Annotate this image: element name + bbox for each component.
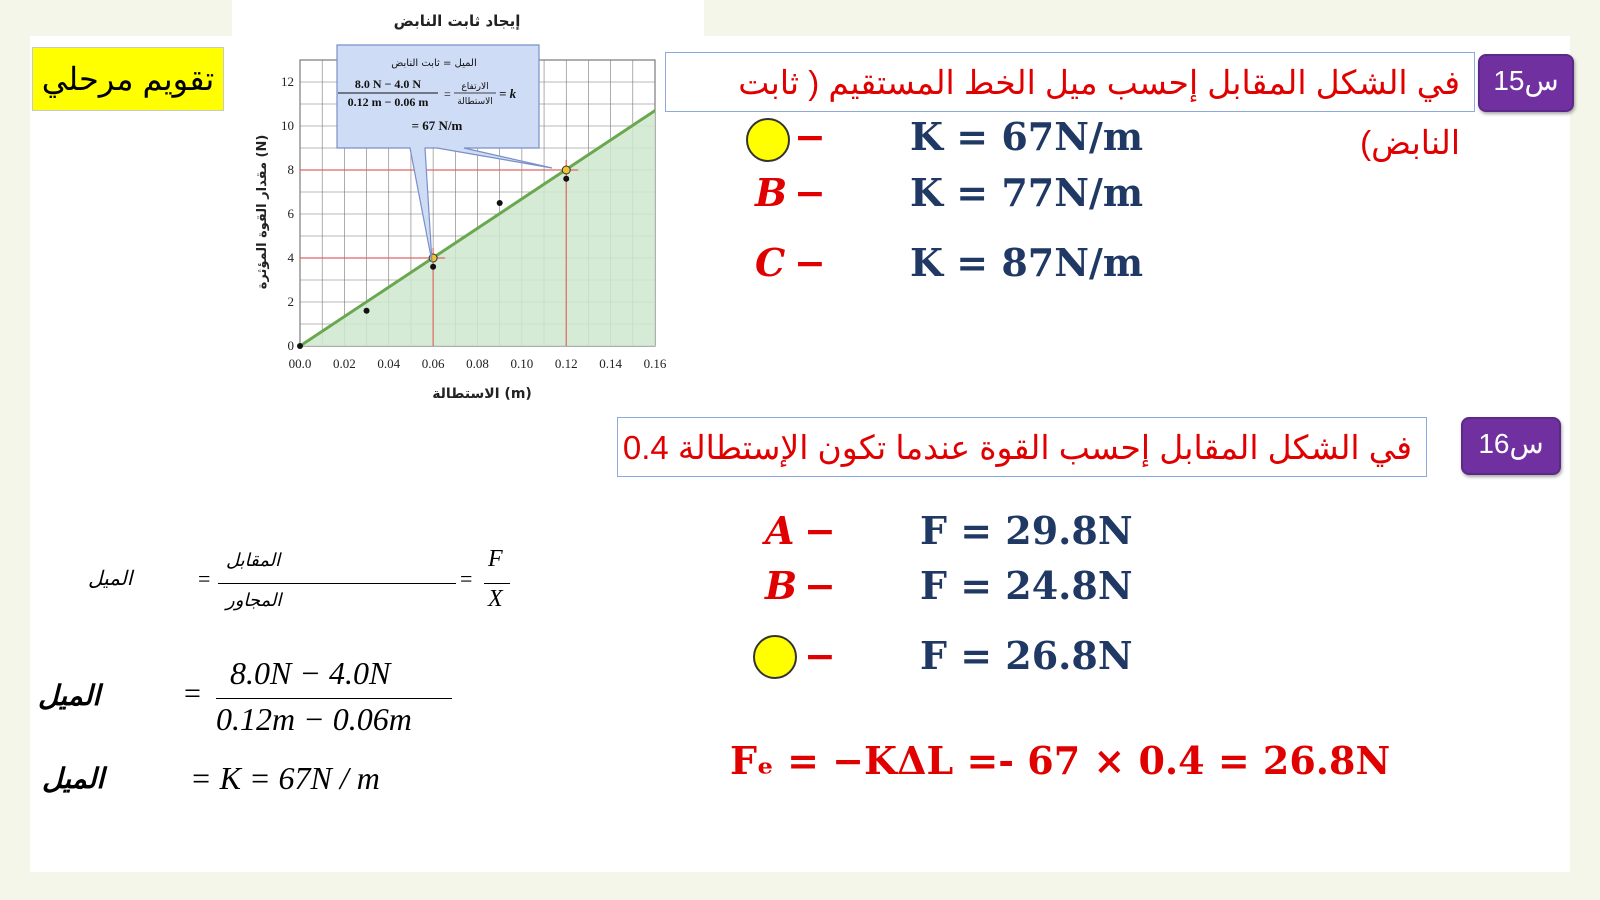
x-tick-label: 0.06: [421, 356, 445, 371]
x-tick-label: 0.04: [377, 356, 401, 371]
callout-result: = 67 N/m: [411, 118, 463, 133]
q15-option-2-dash: −: [794, 170, 826, 215]
slope-word-2: الميل: [38, 679, 101, 712]
chart-x-axis-label: الاستطالة (m): [432, 386, 532, 402]
slope-result: [40, 760, 460, 810]
slope-substitution: [36, 655, 456, 745]
x-tick-label: 0.08: [466, 356, 489, 371]
chart-title: إيجاد ثابت النابض: [393, 12, 521, 30]
spring-constant-chart: [232, 0, 704, 410]
x-tick-label: 0.14: [599, 356, 622, 371]
denominator-values: 0.12m − 0.06m: [216, 701, 412, 737]
question-16-number: س16: [1461, 417, 1561, 475]
selected-answer-marker: [746, 118, 790, 162]
opposite-word: المقابل: [226, 550, 281, 571]
slope-definition: [80, 546, 503, 620]
callout-line1: الميل = ثابت النابض: [391, 58, 477, 69]
numerator-values: 8.0N − 4.0N: [230, 655, 391, 691]
y-tick-label: 12: [281, 74, 294, 89]
q16-option-1-answer: F = 29.8N: [920, 508, 1133, 553]
callout-k: = k: [499, 86, 517, 101]
q15-option-1-answer: K = 67N/m: [910, 114, 1144, 159]
k-result: = K = 67N / m: [190, 760, 380, 796]
q15-option-1-dash: −: [794, 114, 826, 159]
eq-sign-1: =: [198, 566, 211, 591]
fraction-bar-1: [218, 583, 456, 584]
x-tick-label: 0.12: [554, 356, 578, 371]
callout-extension-word: الاستطالة: [457, 97, 493, 107]
data-point: [297, 343, 303, 349]
fraction-bar-3: [216, 698, 452, 699]
x-tick-label: 0.02: [333, 356, 356, 371]
y-tick-label: 10: [281, 118, 294, 133]
q16-option-3-dash: −: [804, 633, 836, 678]
callout-equals: =: [444, 87, 451, 101]
y-tick-label: 4: [287, 250, 294, 265]
data-point: [563, 176, 569, 182]
eq-sign-2: =: [460, 566, 473, 591]
callout-rise-word: الارتفاع: [461, 82, 489, 92]
slope-word-3: الميل: [42, 762, 105, 795]
y-tick-label: 0: [287, 338, 294, 353]
force-formula: Fₑ = −KΔL =- 67 × 0.4 = 26.8N: [730, 738, 1391, 783]
adjacent-word: المجاور: [226, 590, 282, 611]
y-tick-label: 2: [287, 294, 294, 309]
callout-numerator: 8.0 N − 4.0 N: [354, 77, 422, 91]
data-point: [430, 264, 436, 270]
q16-option-2-dash: −: [804, 563, 836, 608]
question-15-text: في الشكل المقابل إحسب ميل الخط المستقيم ( ثابت النابض): [665, 52, 1475, 112]
q15-option-3-dash: −: [794, 240, 826, 285]
stage-assessment-badge: تقويم مرحلي: [32, 47, 224, 111]
force-symbol: F: [488, 546, 503, 572]
q16-option-1-letter: A: [765, 508, 795, 553]
data-point: [497, 200, 503, 206]
question-15-number: س15: [1478, 54, 1574, 112]
x-tick-label: 00.0: [288, 356, 312, 371]
question-16-text: في الشكل المقابل إحسب القوة عندما تكون الإستطالة 0.4: [617, 417, 1427, 477]
y-tick-label: 8: [287, 162, 294, 177]
q16-option-1-dash: −: [804, 508, 836, 553]
selected-answer-marker-2: [753, 635, 797, 679]
q16-option-2-letter: B: [765, 563, 798, 608]
chart-y-axis-label: مقدار القوة المؤثرة (N): [255, 134, 270, 290]
x-tick-label: 0.16: [643, 356, 667, 371]
extension-symbol: X: [488, 586, 503, 612]
q15-option-2-letter: B: [755, 170, 788, 215]
y-tick-label: 6: [287, 206, 294, 221]
q15-option-2-answer: K = 77N/m: [910, 170, 1144, 215]
slope-word-1: الميل: [88, 566, 133, 590]
q15-option-3-letter: C: [755, 240, 786, 285]
q16-option-2-answer: F = 24.8N: [920, 563, 1133, 608]
q16-option-3-answer: F = 26.8N: [920, 633, 1133, 678]
callout-denominator: 0.12 m − 0.06 m: [347, 95, 429, 109]
marked-point: [562, 166, 570, 174]
q15-option-3-answer: K = 87N/m: [910, 240, 1144, 285]
fraction-bar-2: [484, 583, 510, 584]
eq-sign-3: =: [184, 677, 201, 710]
data-point: [364, 308, 370, 314]
x-tick-label: 0.10: [510, 356, 534, 371]
